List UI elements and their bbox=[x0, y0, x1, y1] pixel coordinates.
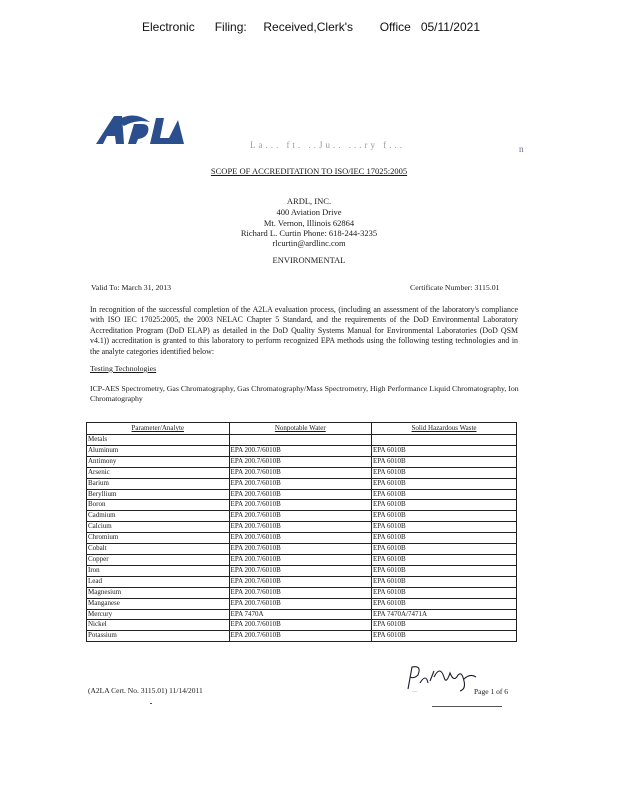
cell-waste-method: EPA 6010B bbox=[372, 522, 517, 533]
org-email: rlcurtin@ardlinc.com bbox=[272, 238, 346, 248]
cell-analyte: Beryllium bbox=[87, 489, 230, 500]
table-row bbox=[87, 609, 517, 620]
cell-water-method: EPA 200.7/6010B bbox=[229, 522, 371, 533]
org-address2: Mt. Vernon, Illinois 62864 bbox=[263, 218, 355, 228]
a2la-logo bbox=[94, 110, 186, 146]
header-solid-waste: Solid Hazardous Waste bbox=[372, 423, 517, 435]
technologies-heading: Testing Technologies bbox=[90, 364, 157, 373]
table-row bbox=[87, 467, 517, 478]
filing-stamp: Electronic Filing: Received,Clerk's Office 05/11/2021 bbox=[142, 20, 480, 34]
cell-waste-method: EPA 6010B bbox=[372, 587, 517, 598]
table-row bbox=[87, 587, 517, 598]
table-row bbox=[87, 576, 517, 587]
footer-cert: (A2LA Cert. No. 3115.01) 11/14/2011 bbox=[88, 686, 203, 695]
page-number: Page 1 of 6 bbox=[474, 687, 508, 696]
table-header-row bbox=[87, 423, 517, 435]
cell-waste-method: EPA 6010B bbox=[372, 544, 517, 555]
cell-waste-method: EPA 7470A/7471A bbox=[372, 609, 517, 620]
cell-analyte: Chromium bbox=[87, 533, 230, 544]
scan-speck bbox=[432, 706, 502, 707]
table-row bbox=[87, 456, 517, 467]
cell-analyte: Barium bbox=[87, 478, 230, 489]
header-analyte: Parameter/Analyte bbox=[87, 423, 230, 435]
cell-water-method: EPA 200.7/6010B bbox=[229, 587, 371, 598]
cell-analyte: Antimony bbox=[87, 456, 230, 467]
cell-waste-method: EPA 6010B bbox=[372, 478, 517, 489]
cell-waste-method: EPA 6010B bbox=[372, 489, 517, 500]
technologies-text: ICP-AES Spectrometry, Gas Chromatography, Gas Chromatography/Mass Spectrometry, High Performance Liquid Chromatography, Ion Chromatography bbox=[90, 384, 519, 404]
org-contact: Richard L. Curtin Phone: 618-244-3235 bbox=[240, 228, 378, 238]
cell-waste-method: EPA 6010B bbox=[372, 533, 517, 544]
cell-water-method: EPA 200.7/6010B bbox=[229, 511, 371, 522]
cell-waste-method: EPA 6010B bbox=[372, 554, 517, 565]
cell-waste-method: EPA 6010B bbox=[372, 500, 517, 511]
cell-water-method: EPA 200.7/6010B bbox=[229, 576, 371, 587]
cell-analyte: Magnesium bbox=[87, 587, 230, 598]
cell-analyte: Potassium bbox=[87, 631, 230, 642]
cell-waste-method: EPA 6010B bbox=[372, 598, 517, 609]
cell-water-method: EPA 200.7/6010B bbox=[229, 631, 371, 642]
org-address1: 400 Aviation Drive bbox=[276, 207, 342, 217]
certificate-number: Certificate Number: 3115.01 bbox=[410, 283, 500, 292]
table-row bbox=[87, 620, 517, 631]
table-row bbox=[87, 445, 517, 456]
cell-waste-method: EPA 6010B bbox=[372, 565, 517, 576]
scan-speck bbox=[150, 703, 152, 704]
logo-text: A2LA bbox=[140, 143, 143, 144]
cell-analyte: Copper bbox=[87, 554, 230, 565]
table-row bbox=[87, 511, 517, 522]
cell-analyte: Manganese bbox=[87, 598, 230, 609]
cell-waste-method: EPA 6010B bbox=[372, 631, 517, 642]
table-row bbox=[87, 598, 517, 609]
cell-water-method: EPA 7470A bbox=[229, 609, 371, 620]
cell-analyte: Cadmium bbox=[87, 511, 230, 522]
signature bbox=[404, 663, 478, 693]
cell-analyte: Aluminum bbox=[87, 445, 230, 456]
cell-waste-method: EPA 6010B bbox=[372, 456, 517, 467]
table-row bbox=[87, 554, 517, 565]
cell-analyte: Iron bbox=[87, 565, 230, 576]
cell-water-method: EPA 200.7/6010B bbox=[229, 544, 371, 555]
cell-analyte: Boron bbox=[87, 500, 230, 511]
cell-water-method: EPA 200.7/6010B bbox=[229, 554, 371, 565]
table-row bbox=[87, 565, 517, 576]
corner-mark: n bbox=[519, 144, 524, 154]
cell-water-method: EPA 200.7/6010B bbox=[229, 489, 371, 500]
valid-to: Valid To: March 31, 2013 bbox=[91, 283, 172, 292]
cell-waste-method: EPA 6010B bbox=[372, 620, 517, 631]
cell-waste-method: EPA 6010B bbox=[372, 445, 517, 456]
table-row bbox=[87, 489, 517, 500]
analyte-table bbox=[86, 422, 517, 642]
cell-analyte: Arsenic bbox=[87, 467, 230, 478]
cell-water-method: EPA 200.7/6010B bbox=[229, 467, 371, 478]
cell-waste-method: EPA 6010B bbox=[372, 576, 517, 587]
table-row bbox=[87, 522, 517, 533]
cell-water-method: EPA 200.7/6010B bbox=[229, 456, 371, 467]
category-title: ENVIRONMENTAL bbox=[272, 255, 346, 265]
table-row bbox=[87, 500, 517, 511]
table-section-row bbox=[87, 435, 517, 446]
cell-water-method: EPA 200.7/6010B bbox=[229, 598, 371, 609]
cell-water-method: EPA 200.7/6010B bbox=[229, 500, 371, 511]
cell-analyte: Calcium bbox=[87, 522, 230, 533]
cell-water-method: EPA 200.7/6010B bbox=[229, 533, 371, 544]
table-body bbox=[87, 435, 517, 642]
cell-analyte: Lead bbox=[87, 576, 230, 587]
scope-title: SCOPE OF ACCREDITATION TO ISO/IEC 17025:2005 bbox=[210, 166, 408, 176]
cell-waste-method: EPA 6010B bbox=[372, 511, 517, 522]
cell-water-method: EPA 200.7/6010B bbox=[229, 565, 371, 576]
cell-water-method: EPA 200.7/6010B bbox=[229, 620, 371, 631]
cell-waste-method: EPA 6010B bbox=[372, 467, 517, 478]
intro-paragraph: In recognition of the successful completion of the A2LA evaluation process, (including an assessment of the laboratory's compliance with ISO IEC 17025:2005, the 2003 NELAC Chapter 5 Standard, and the requirements of the DoD Environmental Laboratory Accreditation Program (DoD ELAP) as detailed in the DoD Quality Systems Manual for Environmental Laboratories (DoD QSM v4.1)) accreditation is granted to this laboratory to perform recognized EPA methods using the following testing technologies and in the analyte categories identified below: bbox=[90, 305, 518, 356]
cell-analyte: Nickel bbox=[87, 620, 230, 631]
cell-water-method: EPA 200.7/6010B bbox=[229, 478, 371, 489]
table-row bbox=[87, 544, 517, 555]
faint-header-text: La... ft. ..Ju.. ...ry f... bbox=[250, 140, 405, 150]
table-row bbox=[87, 631, 517, 642]
header-nonpotable-water: Nonpotable Water bbox=[229, 423, 371, 435]
table-row bbox=[87, 478, 517, 489]
signature-text: Peter Mlnyer bbox=[412, 692, 418, 693]
section-label: Metals bbox=[87, 435, 230, 446]
cell-analyte: Mercury bbox=[87, 609, 230, 620]
table-row bbox=[87, 533, 517, 544]
org-name: ARDL, INC. bbox=[286, 196, 332, 206]
cell-analyte: Cobalt bbox=[87, 544, 230, 555]
cell-water-method: EPA 200.7/6010B bbox=[229, 445, 371, 456]
